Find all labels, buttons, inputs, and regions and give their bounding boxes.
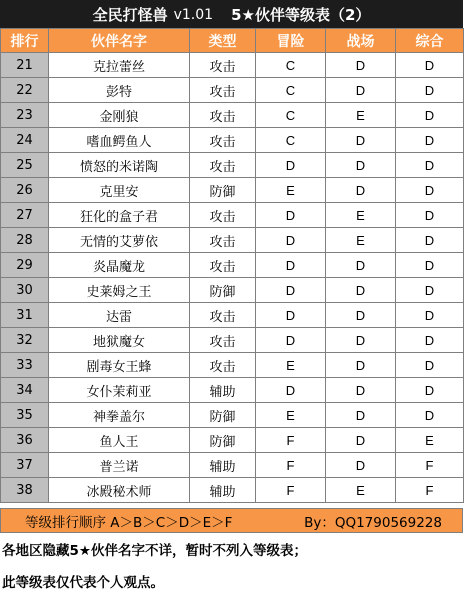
cell-rank: 38 bbox=[1, 478, 49, 503]
cell-name: 神拳盖尔 bbox=[49, 403, 190, 428]
grade-order: 等级排行顺序 A＞B＞C＞D＞E＞F bbox=[25, 514, 233, 531]
cell-name: 普兰诺 bbox=[49, 453, 190, 478]
cell-rank: 22 bbox=[1, 78, 49, 103]
cell-name: 克拉蕾丝 bbox=[49, 53, 190, 78]
cell-overall: D bbox=[396, 128, 464, 153]
cell-rank: 26 bbox=[1, 178, 49, 203]
cell-type: 防御 bbox=[190, 428, 256, 453]
table-row bbox=[1, 153, 464, 178]
cell-arena: D bbox=[326, 328, 396, 353]
cell-adventure: E bbox=[256, 178, 326, 203]
cell-rank: 30 bbox=[1, 278, 49, 303]
cell-arena: E bbox=[326, 228, 396, 253]
table-row bbox=[1, 128, 464, 153]
cell-arena: D bbox=[326, 178, 396, 203]
note-hidden-partners: 各地区隐藏5★伙伴名字不详，暂时不列入等级表； bbox=[2, 543, 307, 559]
table-row bbox=[1, 328, 464, 353]
table-row bbox=[1, 428, 464, 453]
cell-name: 克里安 bbox=[49, 178, 190, 203]
cell-overall: F bbox=[396, 478, 464, 503]
cell-overall: D bbox=[396, 378, 464, 403]
cell-overall: D bbox=[396, 403, 464, 428]
cell-type: 防御 bbox=[190, 403, 256, 428]
cell-adventure: D bbox=[256, 303, 326, 328]
cell-type: 攻击 bbox=[190, 253, 256, 278]
cell-type: 防御 bbox=[190, 278, 256, 303]
cell-arena: E bbox=[326, 203, 396, 228]
author-credit: By：QQ1790569228 bbox=[304, 514, 442, 531]
cell-type: 攻击 bbox=[190, 353, 256, 378]
cell-overall: D bbox=[396, 103, 464, 128]
cell-name: 达雷 bbox=[49, 303, 190, 328]
title-version: v1.01 bbox=[173, 6, 214, 23]
cell-type: 攻击 bbox=[190, 78, 256, 103]
table-row bbox=[1, 78, 464, 103]
cell-rank: 29 bbox=[1, 253, 49, 278]
cell-name: 鱼人王 bbox=[49, 428, 190, 453]
table-row bbox=[1, 178, 464, 203]
table-row bbox=[1, 378, 464, 403]
cell-adventure: C bbox=[256, 103, 326, 128]
header-row bbox=[1, 29, 464, 53]
cell-name: 冰殿秘术师 bbox=[49, 478, 190, 503]
cell-arena: D bbox=[326, 303, 396, 328]
tier-table bbox=[0, 28, 464, 503]
cell-name: 剧毒女王蜂 bbox=[49, 353, 190, 378]
cell-rank: 24 bbox=[1, 128, 49, 153]
cell-adventure: D bbox=[256, 278, 326, 303]
cell-overall: D bbox=[396, 153, 464, 178]
cell-name: 彭特 bbox=[49, 78, 190, 103]
table-row bbox=[1, 303, 464, 328]
cell-name: 狂化的盒子君 bbox=[49, 203, 190, 228]
table-row bbox=[1, 228, 464, 253]
table-row bbox=[1, 203, 464, 228]
cell-name: 炎晶魔龙 bbox=[49, 253, 190, 278]
header-adventure: 冒险 bbox=[256, 29, 326, 53]
header-rank: 排行 bbox=[1, 29, 49, 53]
cell-rank: 32 bbox=[1, 328, 49, 353]
cell-overall: D bbox=[396, 253, 464, 278]
cell-rank: 23 bbox=[1, 103, 49, 128]
header-name: 伙伴名字 bbox=[49, 29, 190, 53]
note-personal-opinion: 此等级表仅代表个人观点。 bbox=[2, 575, 164, 591]
cell-arena: D bbox=[326, 78, 396, 103]
cell-adventure: E bbox=[256, 353, 326, 378]
cell-adventure: C bbox=[256, 78, 326, 103]
table-row bbox=[1, 453, 464, 478]
cell-arena: D bbox=[326, 278, 396, 303]
cell-overall: D bbox=[396, 203, 464, 228]
cell-overall: E bbox=[396, 428, 464, 453]
cell-name: 地狱魔女 bbox=[49, 328, 190, 353]
cell-type: 攻击 bbox=[190, 103, 256, 128]
cell-arena: D bbox=[326, 153, 396, 178]
cell-type: 攻击 bbox=[190, 128, 256, 153]
cell-overall: D bbox=[396, 328, 464, 353]
cell-arena: D bbox=[326, 403, 396, 428]
cell-type: 攻击 bbox=[190, 328, 256, 353]
cell-type: 攻击 bbox=[190, 228, 256, 253]
cell-overall: D bbox=[396, 178, 464, 203]
cell-adventure: C bbox=[256, 128, 326, 153]
title-main: 全民打怪兽 bbox=[92, 6, 168, 24]
cell-adventure: C bbox=[256, 53, 326, 78]
cell-adventure: D bbox=[256, 228, 326, 253]
cell-type: 辅助 bbox=[190, 478, 256, 503]
cell-name: 嗜血鳄鱼人 bbox=[49, 128, 190, 153]
sheet-title bbox=[0, 0, 463, 29]
cell-type: 攻击 bbox=[190, 153, 256, 178]
table-row bbox=[1, 403, 464, 428]
cell-overall: D bbox=[396, 353, 464, 378]
cell-rank: 31 bbox=[1, 303, 49, 328]
cell-overall: D bbox=[396, 278, 464, 303]
cell-adventure: F bbox=[256, 478, 326, 503]
cell-overall: D bbox=[396, 78, 464, 103]
cell-arena: D bbox=[326, 428, 396, 453]
cell-overall: D bbox=[396, 228, 464, 253]
cell-name: 女仆茉莉亚 bbox=[49, 378, 190, 403]
cell-type: 防御 bbox=[190, 178, 256, 203]
cell-type: 攻击 bbox=[190, 303, 256, 328]
cell-adventure: F bbox=[256, 453, 326, 478]
cell-rank: 37 bbox=[1, 453, 49, 478]
cell-rank: 34 bbox=[1, 378, 49, 403]
cell-arena: D bbox=[326, 128, 396, 153]
title-subtitle: 5★伙伴等级表（2） bbox=[231, 6, 371, 24]
cell-adventure: D bbox=[256, 253, 326, 278]
cell-type: 攻击 bbox=[190, 203, 256, 228]
cell-overall: F bbox=[396, 453, 464, 478]
cell-rank: 21 bbox=[1, 53, 49, 78]
cell-arena: E bbox=[326, 103, 396, 128]
grade-order-bar bbox=[0, 508, 463, 533]
header-overall: 综合 bbox=[396, 29, 464, 53]
cell-arena: D bbox=[326, 253, 396, 278]
cell-rank: 33 bbox=[1, 353, 49, 378]
cell-rank: 35 bbox=[1, 403, 49, 428]
table-row bbox=[1, 53, 464, 78]
cell-adventure: D bbox=[256, 203, 326, 228]
cell-adventure: D bbox=[256, 378, 326, 403]
cell-arena: E bbox=[326, 478, 396, 503]
cell-type: 辅助 bbox=[190, 378, 256, 403]
cell-overall: D bbox=[396, 53, 464, 78]
header-arena: 战场 bbox=[326, 29, 396, 53]
cell-rank: 36 bbox=[1, 428, 49, 453]
cell-arena: D bbox=[326, 453, 396, 478]
table-row bbox=[1, 478, 464, 503]
table-row bbox=[1, 278, 464, 303]
cell-type: 辅助 bbox=[190, 453, 256, 478]
header-type: 类型 bbox=[190, 29, 256, 53]
cell-arena: D bbox=[326, 353, 396, 378]
cell-name: 愤怒的米诺陶 bbox=[49, 153, 190, 178]
cell-arena: D bbox=[326, 378, 396, 403]
cell-overall: D bbox=[396, 303, 464, 328]
cell-rank: 27 bbox=[1, 203, 49, 228]
cell-adventure: D bbox=[256, 328, 326, 353]
cell-adventure: D bbox=[256, 153, 326, 178]
table-row bbox=[1, 103, 464, 128]
cell-rank: 25 bbox=[1, 153, 49, 178]
cell-adventure: E bbox=[256, 403, 326, 428]
table-row bbox=[1, 253, 464, 278]
cell-type: 攻击 bbox=[190, 53, 256, 78]
table-row bbox=[1, 353, 464, 378]
cell-name: 史莱姆之王 bbox=[49, 278, 190, 303]
cell-arena: D bbox=[326, 53, 396, 78]
cell-name: 无情的艾萝依 bbox=[49, 228, 190, 253]
cell-name: 金刚狼 bbox=[49, 103, 190, 128]
cell-rank: 28 bbox=[1, 228, 49, 253]
cell-adventure: F bbox=[256, 428, 326, 453]
